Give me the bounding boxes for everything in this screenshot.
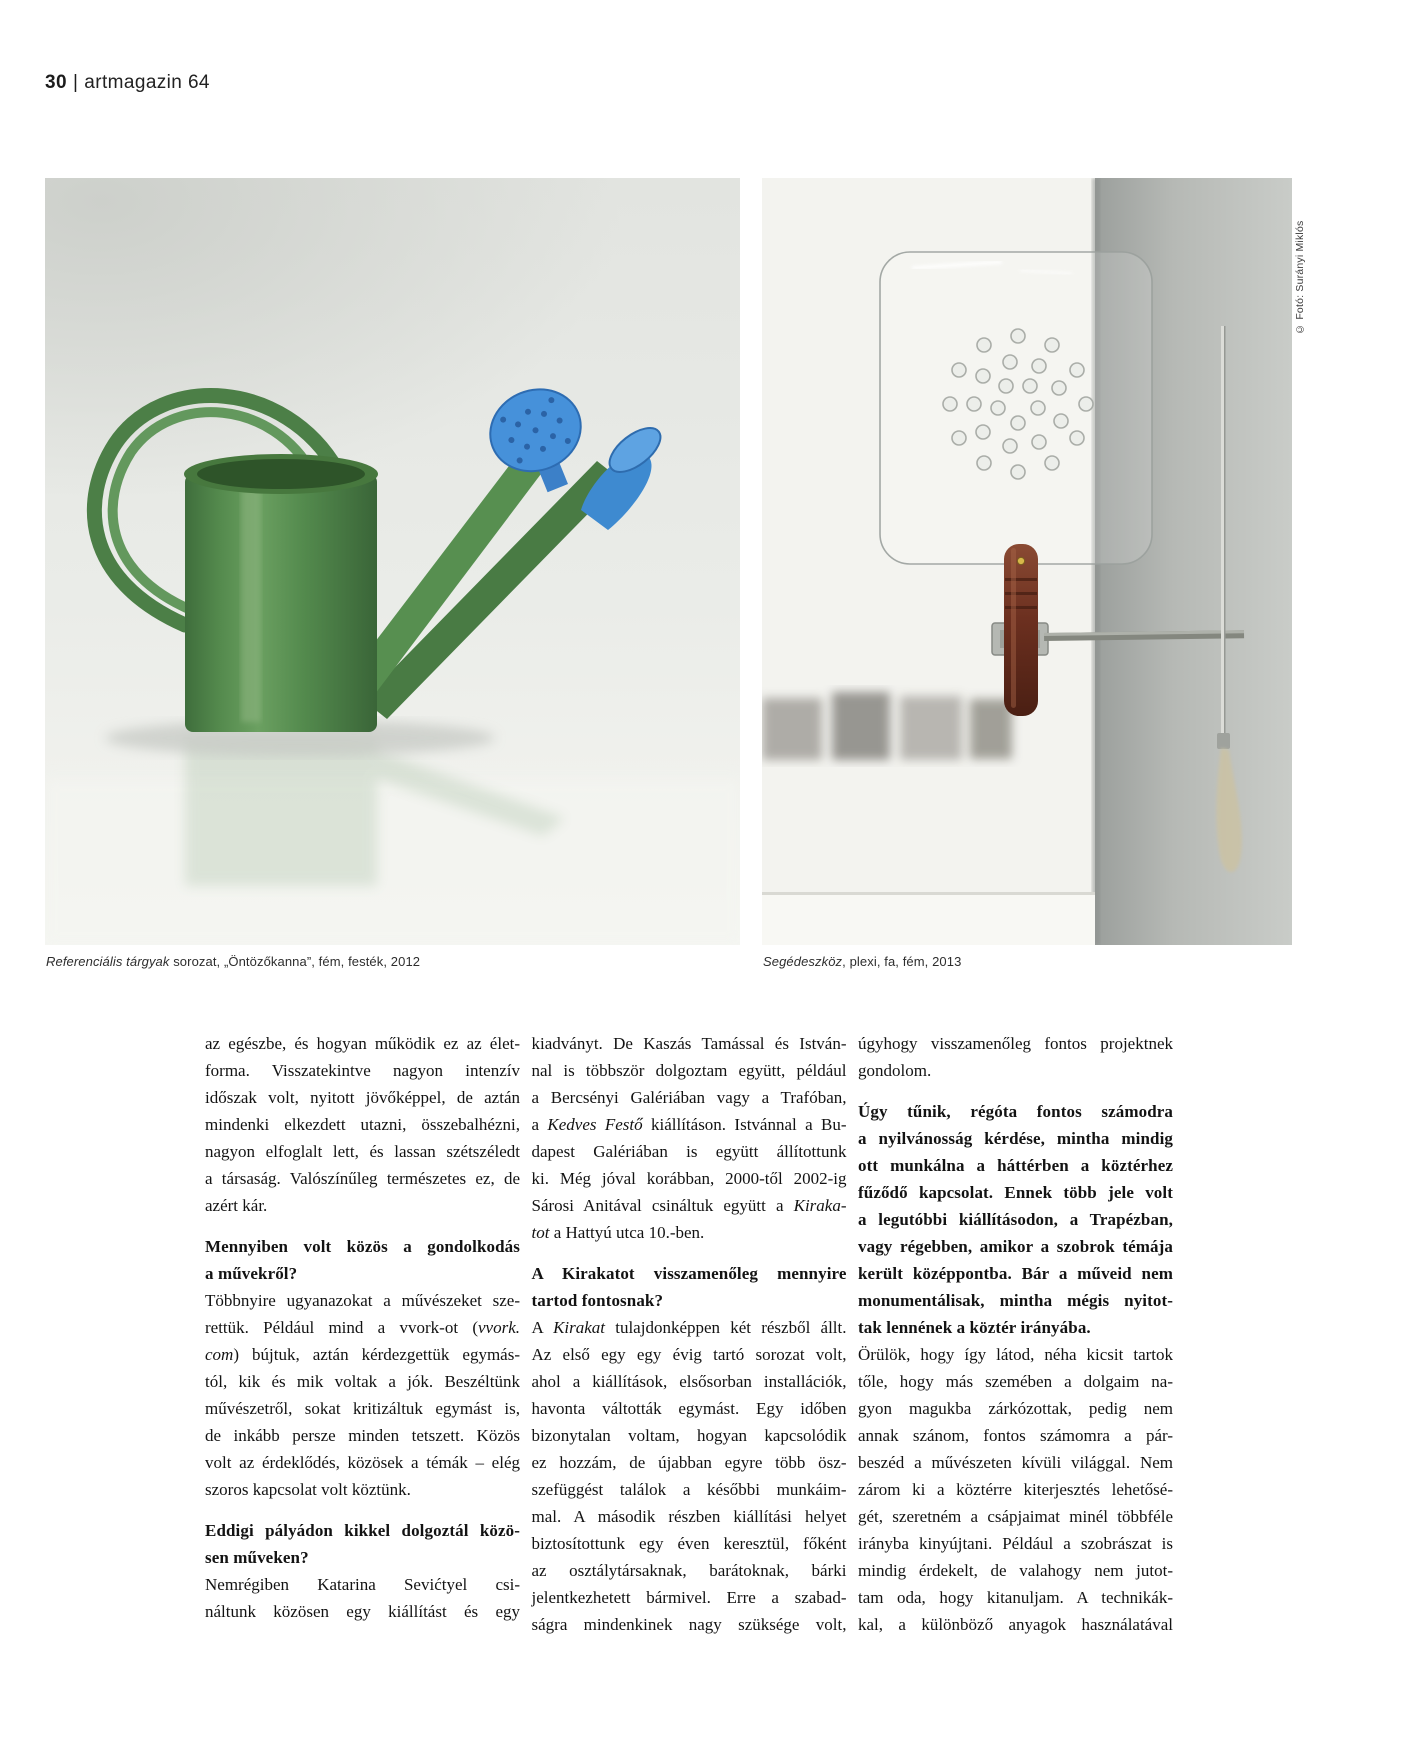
body-line: ságra mindenkinek nagy szüksége volt, <box>531 1615 847 1634</box>
body-line: beszéd a művészeten kívüli világgal. Nem <box>858 1453 1173 1472</box>
body-line: kal, a különböző anyagok használatával <box>858 1615 1173 1634</box>
body-line: mindig érdekelt, de valahogy nem jutot- <box>858 1561 1173 1580</box>
body-line: A Kirakat tulajdonképpen két részből állt. <box>531 1318 847 1337</box>
body-line: az osztálytársaknak, barátoknak, bárki <box>531 1561 847 1580</box>
body-line: irányba kinyújtani. Például a szobrászat is <box>858 1534 1173 1553</box>
body-line: bizonytalan voltam, hogyan kapcsolódik <box>531 1426 847 1445</box>
body-line: Nemrégiben Katarina Sevićtyel csi- <box>205 1575 520 1594</box>
body-line: a Bercsényi Galériában vagy a Trafóban, <box>531 1088 847 1107</box>
body-line: úgyhogy visszamenőleg fontos projektnek <box>858 1034 1173 1053</box>
question-line: a legutóbbi kiállításodon, a Trapézban, <box>858 1210 1173 1229</box>
body-line: volt az érdeklődés, közösek a témák – elég <box>205 1453 520 1472</box>
question-line: Mennyiben volt közös a gondolkodás <box>205 1237 520 1256</box>
body-line: náltunk közösen egy kiállítást és egy <box>205 1602 520 1621</box>
question-line: került középpontba. Bár a műveid nem <box>858 1264 1173 1283</box>
body-line: nagyon elfoglalt lett, és lassan szétszéledt <box>205 1142 520 1161</box>
watering-can-illustration <box>45 178 740 945</box>
magazine-title: artmagazin 64 <box>84 72 210 93</box>
body-line: mindenki elkezdett utazni, összebalhézni, <box>205 1115 520 1134</box>
blurred-wall-pictures <box>762 692 1012 760</box>
body-line: a társaság. Valószínűleg természetes ez, de <box>205 1169 520 1188</box>
body-line: Az első egy egy évig tartó sorozat volt, <box>531 1345 847 1364</box>
body-line: tól, kik és mik voltak a jók. Beszéltünk <box>205 1372 520 1391</box>
body-line: havonta váltották egymást. Egy időben <box>531 1399 847 1418</box>
body-line: nal is többször dolgoztam együtt, például <box>531 1061 847 1080</box>
page-header <box>45 72 210 94</box>
question-line: sen műveken? <box>205 1548 309 1567</box>
plexiglass-sheet <box>880 252 1152 564</box>
wooden-handle <box>1004 544 1038 716</box>
paragraph-gap <box>532 1246 847 1260</box>
page-number: 30 <box>45 72 67 93</box>
body-line: dapest Galériában is együtt állítottunk <box>531 1142 847 1161</box>
plexi-tool-illustration <box>762 178 1292 945</box>
body-line: a Kedves Festő kiállításon. Istvánnal a Bu- <box>531 1115 847 1134</box>
body-line: gét, szeretném a csápjaimat minél többféle <box>858 1507 1173 1526</box>
body-line: ahol a kiállítások, elsősorban installációk, <box>531 1372 847 1391</box>
body-line: kiadványt. De Kaszás Tamással és István- <box>531 1034 847 1053</box>
paragraph-gap <box>205 1219 520 1233</box>
photo-plexi-tool <box>762 178 1292 945</box>
body-line: szoros kapcsolat volt köztünk. <box>205 1480 411 1499</box>
question-line: a művekről? <box>205 1264 298 1283</box>
article-body <box>205 1030 1173 1638</box>
paragraph-gap <box>858 1084 1173 1098</box>
question-line: vagy régebben, amikor a szobrok témája <box>858 1237 1173 1256</box>
question-line: a nyilvánosság kérdése, mintha mindig <box>858 1129 1173 1148</box>
question-line: A Kirakatot visszamenőleg mennyire <box>531 1264 847 1283</box>
body-line: időszak volt, nyitott jövőképpel, de aztán <box>205 1088 520 1107</box>
body-line: azért kár. <box>205 1196 268 1215</box>
body-line: biztosítottunk egy éven keresztül, főként <box>531 1534 847 1553</box>
body-line: az egészbe, és hogyan működik ez az élet- <box>205 1034 520 1053</box>
question-line: fűződő kapcsolat. Ennek több jele volt <box>858 1183 1173 1202</box>
question-line: tak lennének a köztér irányába. <box>858 1318 1091 1337</box>
text-column-2 <box>532 1030 847 1638</box>
question-line: tartod fontosnak? <box>531 1291 664 1310</box>
question-line: ott munkálna a háttérben a köztérhez <box>858 1156 1173 1175</box>
body-line: mal. A második részben kiállítási helyet <box>531 1507 847 1526</box>
body-line: tőle, hogy más szemében a dolgaim na- <box>858 1372 1173 1391</box>
can-body <box>184 454 378 732</box>
body-line: forma. Visszatekintve nagyon intenzív <box>205 1061 520 1080</box>
question-line: Eddigi pályádon kikkel dolgoztál közö- <box>205 1521 520 1540</box>
body-line: com) bújtuk, aztán kérdezgettük egymás- <box>205 1345 520 1364</box>
body-line: jelentkezhetett bármivel. Erre a szabad- <box>531 1588 847 1607</box>
body-line: annak szánom, fontos számomra a pár- <box>858 1426 1173 1445</box>
header-separator: | <box>72 72 79 93</box>
body-line: szefüggést találok a későbbi munkáim- <box>531 1480 847 1499</box>
text-column-1 <box>205 1030 520 1638</box>
body-line: tam oda, hogy kitanuljam. A technikák- <box>858 1588 1173 1607</box>
caption-left: Referenciális tárgyak sorozat, „Öntözőkanna”, fém, festék, 2012 <box>46 954 421 969</box>
question-line: monumentálisak, mintha mégis nyitot- <box>858 1291 1173 1310</box>
paragraph-gap <box>205 1503 520 1517</box>
photo-watering-can <box>45 178 740 945</box>
body-line: de inkább persze minden tetszett. Közös <box>205 1426 520 1445</box>
photo-credit: © Fotó: Surányi Miklós <box>1294 220 1306 335</box>
body-line: művészetről, sokat kritizáltuk egymást is, <box>205 1399 520 1418</box>
body-line: ez hozzám, de újabban egyre több ösz- <box>531 1453 847 1472</box>
body-line: gondolom. <box>858 1061 932 1080</box>
text-column-3 <box>858 1030 1173 1638</box>
question-line: Úgy tűnik, régóta fontos számodra <box>858 1102 1173 1121</box>
body-line: gyon magukba zárkózottak, pedig nem <box>858 1399 1173 1418</box>
body-line: Sárosi Anitával csináltuk együtt a Kiraka- <box>531 1196 847 1215</box>
body-line: tot a Hattyú utca 10.-ben. <box>531 1223 705 1242</box>
body-line: ki. Még jóval korábban, 2000-től 2002-ig <box>531 1169 847 1188</box>
body-line: rettük. Például mind a vvork-ot (vvork. <box>205 1318 520 1337</box>
body-line: zárom ki a köztérre kiterjesztés lehetősé- <box>858 1480 1173 1499</box>
body-line: Örülök, hogy így látod, néha kicsit tartok <box>858 1345 1173 1364</box>
body-line: Többnyire ugyanazokat a művészeket sze- <box>205 1291 520 1310</box>
caption-right: Segédeszköz, plexi, fa, fém, 2013 <box>763 954 962 969</box>
